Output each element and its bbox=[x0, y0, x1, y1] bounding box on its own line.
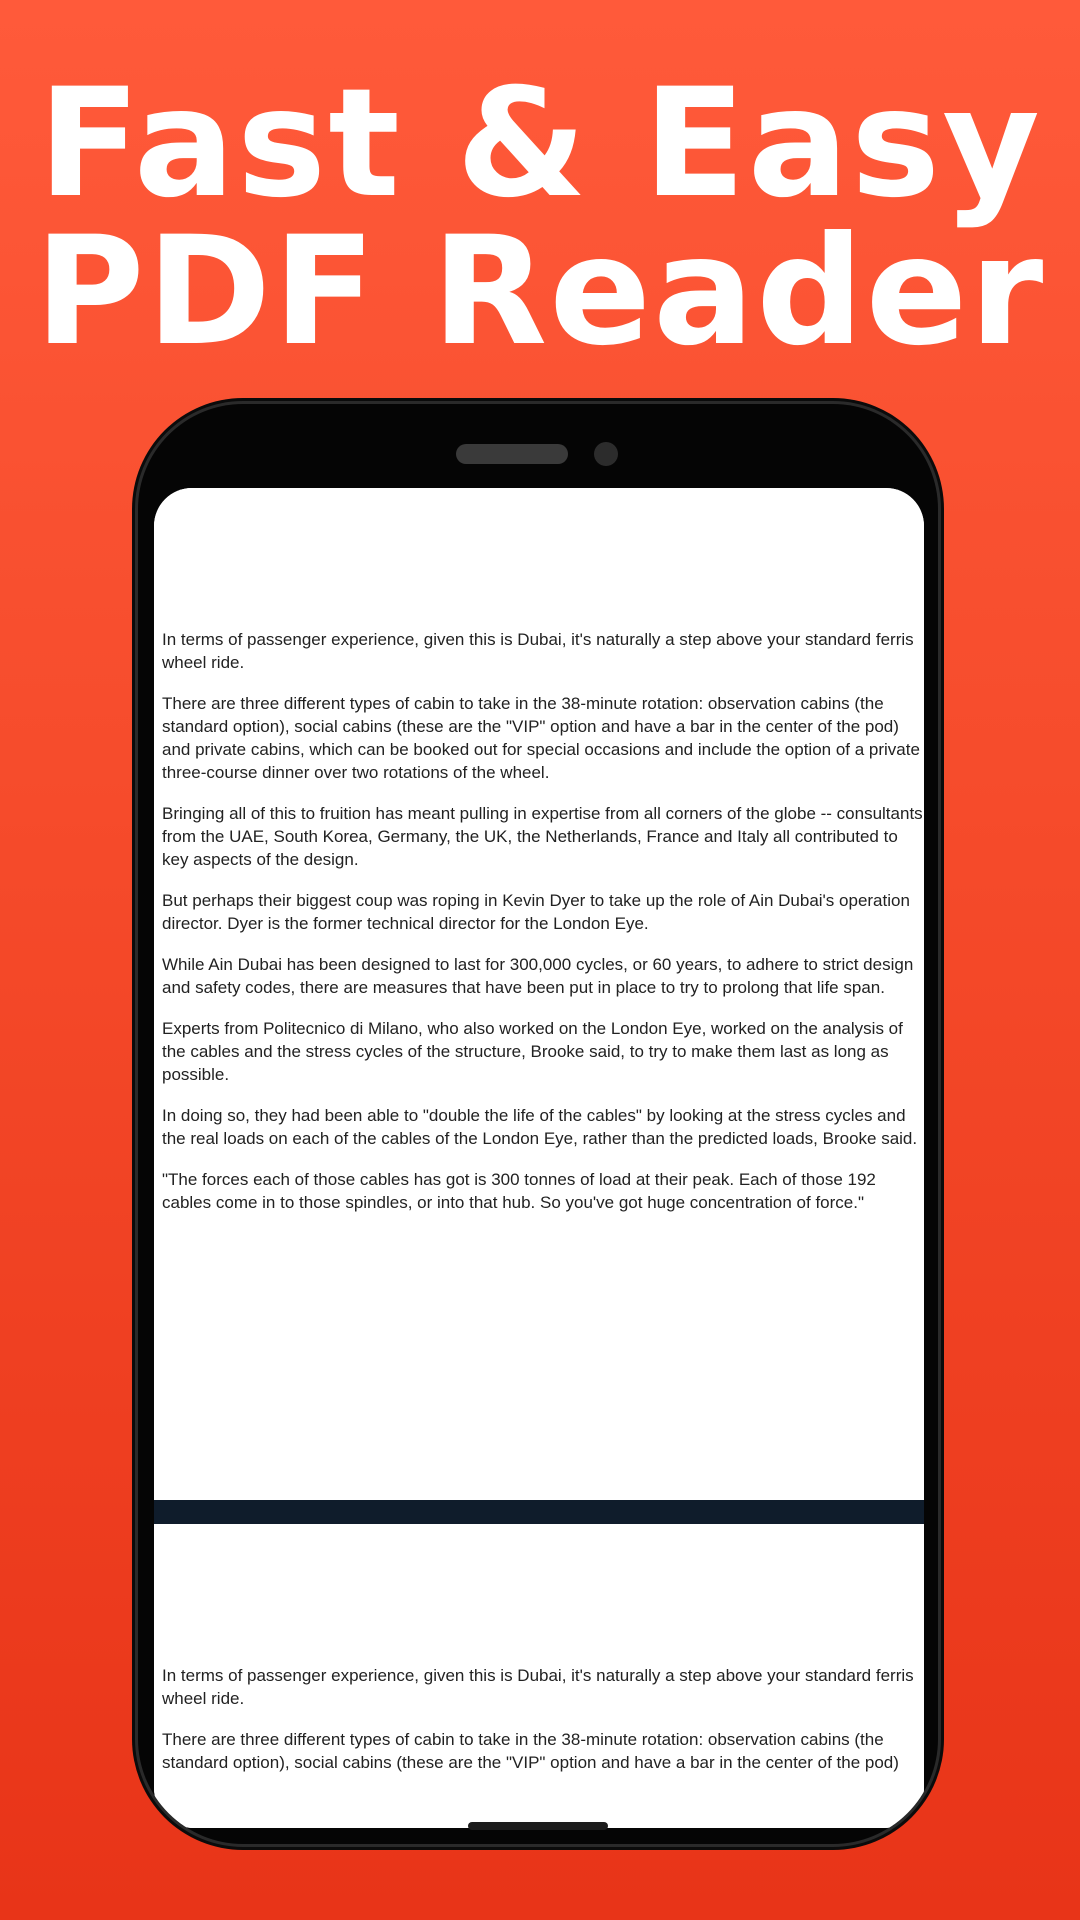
headline-line-1: Fast & Easy bbox=[38, 57, 1042, 231]
phone-mockup bbox=[138, 404, 938, 1844]
paragraph: In doing so, they had been able to "double the life of the cables" by looking at the stress cycles and the real loads on each of the cables of the London Eye, rather than the predicted loads, Brooke said. bbox=[162, 1106, 918, 1148]
paragraph: But perhaps their biggest coup was roping in Kevin Dyer to take up the role of Ain Dubai's operation director. Dyer is the former technical director for the London Eye. bbox=[162, 891, 910, 933]
pdf-page-1[interactable] bbox=[154, 488, 924, 1500]
paragraph: Experts from Politecnico di Milano, who also worked on the London Eye, worked on the analysis of the cables and the stress cycles of the structure, Brooke said, to try to make them last as long as possible. bbox=[162, 1019, 903, 1084]
paragraph: In terms of passenger experience, given this is Dubai, it's naturally a step above your standard ferris wheel ride. bbox=[162, 1666, 914, 1708]
paragraph: There are three different types of cabin to take in the 38-minute rotation: observation cabins (the standard option), social cabins (these are the "VIP" option and have a bar in the center of the pod) and private cabins, which can be booked out for special occasions and include the option of a private three-course dinner over two rotations of the wheel. bbox=[162, 694, 920, 782]
paragraph: In terms of passenger experience, given this is Dubai, it's naturally a step above your standard ferris wheel ride. bbox=[162, 630, 914, 672]
headline-line-2: PDF Reader bbox=[34, 205, 1046, 379]
phone-camera bbox=[594, 442, 618, 466]
page-separator bbox=[154, 1500, 924, 1524]
paragraph: Bringing all of this to fruition has meant pulling in expertise from all corners of the globe -- consultants from the UAE, South Korea, Germany, the UK, the Netherlands, France and Italy all contributed to key aspects of the design. bbox=[162, 804, 923, 869]
paragraph: There are three different types of cabin to take in the 38-minute rotation: observation cabins (the standard option), social cabins (these are the "VIP" option and have a bar in the center of the pod) bbox=[162, 1730, 899, 1772]
home-indicator[interactable] bbox=[468, 1822, 608, 1830]
phone-speaker bbox=[456, 444, 568, 464]
promo-headline bbox=[0, 57, 1080, 379]
paragraph: While Ain Dubai has been designed to last for 300,000 cycles, or 60 years, to adhere to strict design and safety codes, there are measures that have been put in place to try to prolong that life span. bbox=[162, 955, 914, 997]
pdf-page-2[interactable] bbox=[154, 1524, 924, 1828]
paragraph: "The forces each of those cables has got is 300 tonnes of load at their peak. Each of those 192 cables come in to those spindles, or into that hub. So you've got huge concentration of force." bbox=[162, 1170, 876, 1212]
pdf-viewer-screen[interactable] bbox=[154, 488, 924, 1828]
